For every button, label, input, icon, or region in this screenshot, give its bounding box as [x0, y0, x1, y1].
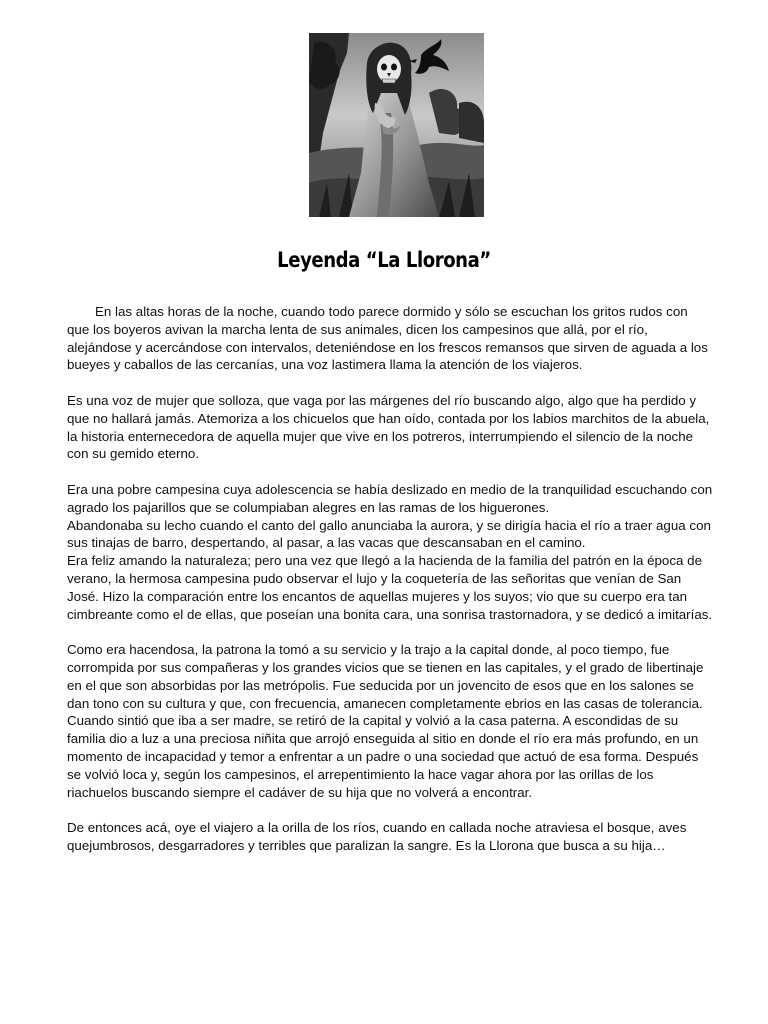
- paragraph-line: momento de incapacidad y temor a enfrentar a un padre o una sociedad que actuó de esa forma. Después: [67, 748, 699, 764]
- paragraph-4: [67, 641, 712, 801]
- document-body: [67, 303, 712, 873]
- paragraph-line: en el que son absorbidas por las metrópolis. Fue seducida por un jovencito de esos que en los salones se: [67, 677, 694, 693]
- paragraph-line: En las altas horas de la noche, cuando todo parece dormido y sólo se escuchan los gritos rudos con: [95, 304, 688, 319]
- paragraph-line: Cuando sintió que iba a ser madre, se retiró de la capital y volvió a la casa paterna. A escondidas de su: [67, 713, 679, 729]
- paragraph-3: [67, 481, 712, 623]
- paragraph-line: José. Hizo la comparación entre los encantos de aquellas mujeres y los suyos; vio que su cuerpo era tan: [67, 588, 688, 604]
- paragraph-line: cimbreante como el de ellas, que poseían una bonita cara, una sonrisa trastornadora, y se dedicó a imitarías.: [67, 606, 713, 622]
- paragraph-1: [67, 303, 712, 374]
- paragraph-line: De entonces acá, oye el viajero a la orilla de los ríos, cuando en callada noche atraviesa el bosque, aves: [67, 820, 687, 836]
- paragraph-2: [67, 392, 712, 463]
- paragraph-line: con su gemido eterno.: [67, 446, 200, 462]
- document-title: Leyenda “La Llorona”: [277, 248, 491, 272]
- paragraph-line: riachuelos buscando siempre el cadáver de su hija que no volverá a encontrar.: [67, 784, 533, 800]
- paragraph-line: Era feliz amando la naturaleza; pero una vez que llegó a la hacienda de la familia del patrón en la época de: [67, 553, 702, 569]
- paragraph-line: alejándose y acercándose con intervalos, deteniéndose en los frescos remansos que sirven de aguada a los: [67, 339, 708, 355]
- paragraph-line: verano, la hermosa campesina pudo observar el lujo y la coquetería de las señoritas que venían de San: [67, 570, 682, 586]
- paragraph-line: que los boyeros avivan la marcha lenta de sus animales, dicen los campesinos que allá, por el río,: [67, 321, 648, 337]
- paragraph-5: [67, 819, 712, 855]
- paragraph-line: quejumbrosos, desgarradores y terribles que paralizan la sangre. Es la Llorona que busca a su hija…: [67, 837, 666, 853]
- paragraph-line: Era una pobre campesina cuya adolescencia se había deslizado en medio de la tranquilidad escuchando con: [67, 481, 713, 497]
- llorona-illustration-svg: [309, 33, 484, 217]
- paragraph-line: dan tono con su cultura y que, con frecuencia, amanecen completamente ebrios en las casas de tolerancia.: [67, 695, 703, 711]
- llorona-illustration: [309, 33, 484, 217]
- paragraph-line: se volvió loca y, según los campesinos, el arrepentimiento la hace vagar ahora por las orillas de los: [67, 766, 654, 782]
- paragraph-line: Es una voz de mujer que solloza, que vaga por las márgenes del río buscando algo, algo que ha perdido y: [67, 392, 697, 408]
- paragraph-line: Abandonaba su lecho cuando el canto del gallo anunciaba la aurora, y se dirigía hacia el río a traer agua con: [67, 517, 711, 533]
- paragraph-line: corrompida por sus compañeras y los grandes vicios que se tienen en las capitales, y el grado de libertinaje: [67, 659, 704, 675]
- paragraph-line: familia dio a luz a una preciosa niñita que arrojó enseguida al sitio en donde el río era más profundo, en un: [67, 731, 699, 747]
- paragraph-line: que no hallará jamás. Atemoriza a los chicuelos que han oído, contada por los labios marchitos de la abuela,: [67, 410, 710, 426]
- paragraph-line: sus tinajas de barro, despertando, al pasar, a las vacas que descansaban en el camino.: [67, 535, 586, 551]
- paragraph-line: bueyes y caballos de las cercanías, una voz lastimera llama la atención de los viajeros.: [67, 357, 583, 373]
- paragraph-line: la historia enternecedora de aquella mujer que vive en los potreros, interrumpiendo el silencio de la noche: [67, 428, 694, 444]
- paragraph-line: agrado los pajarillos que se columpiaban alegres en las ramas de los higuerones.: [67, 499, 550, 515]
- paragraph-line: Como era hacendosa, la patrona la tomó a su servicio y la trajo a la capital donde, al poco tiempo, fue: [67, 642, 670, 658]
